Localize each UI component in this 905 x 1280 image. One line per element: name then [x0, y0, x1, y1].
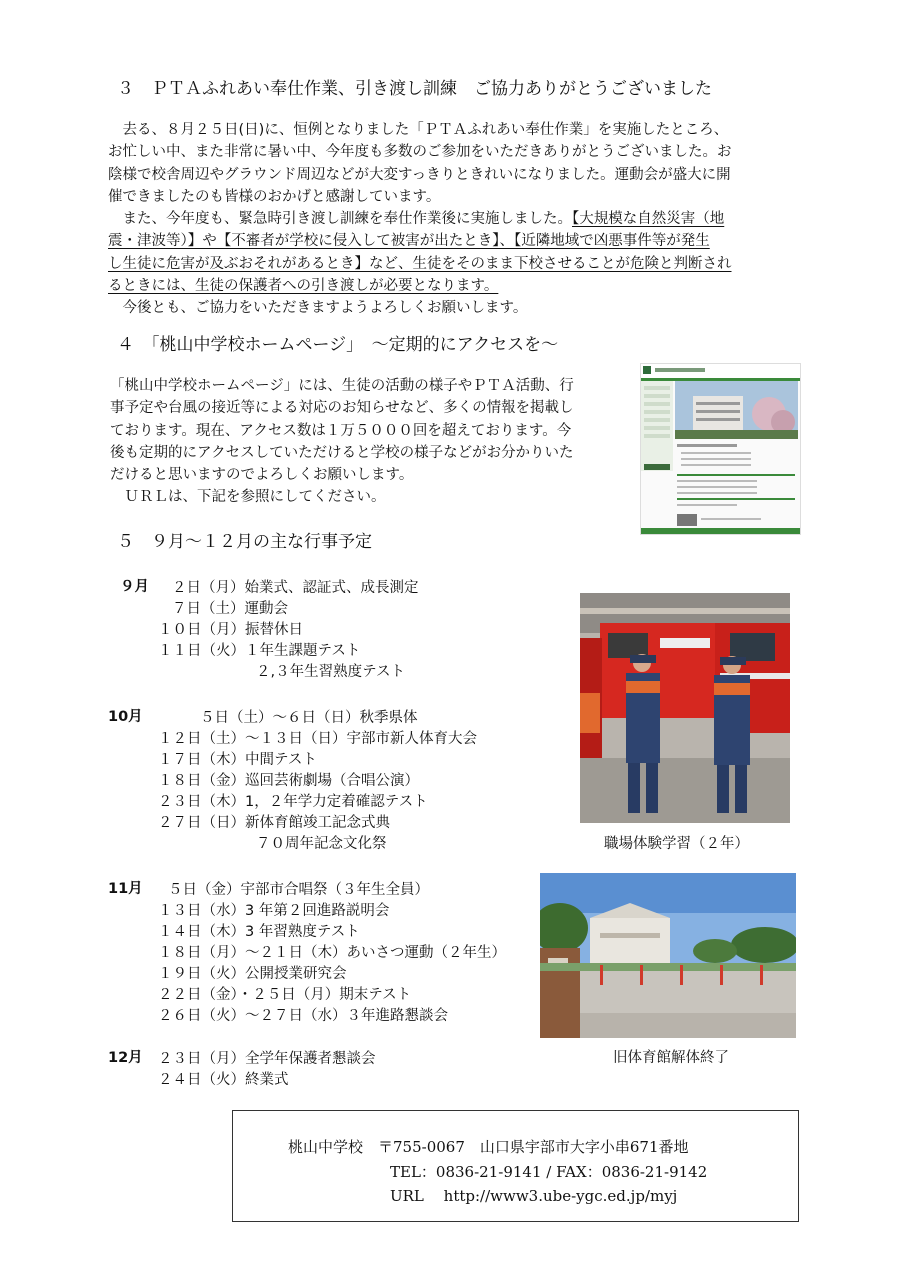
section3-line: 去る、８月２５日(日)に、恒例となりました「ＰＴＡふれあい奉仕作業」を実施したところ、: [108, 122, 729, 138]
month-label-oct: 10月: [108, 709, 143, 725]
footer-tel-fax: TEL：0836-21-9141 / FAX：0836-21-9142: [390, 1163, 708, 1181]
event-item: １８日（月）～２１日（木）あいさつ運動（２年生）: [158, 945, 506, 961]
event-item: ２４日（火）終業式: [158, 1072, 289, 1088]
section4-line: 後も定期的にアクセスしていただけると学校の様子などがお分かりいた: [110, 444, 574, 461]
event-item: １７日（木）中間テスト: [158, 752, 317, 768]
section3-underlined-line: 震・津波等）】や【不審者が学校に侵入して被害が出たとき】、【近隣地域で凶悪事件等が発生: [108, 233, 710, 250]
event-item: ２２日（金）・２５日（月）期末テスト: [158, 987, 412, 1003]
website-screenshot-graphic: [641, 364, 800, 534]
photo-caption: 旧体育館解体終了: [613, 1050, 729, 1066]
section3-line: 催できましたのも皆様のおかげと感謝しています。: [108, 188, 441, 205]
section3-line5-plain: また、今年度も、緊急時引き渡し訓練を奉仕作業後に実施しました。: [108, 211, 572, 228]
event-item: ５日（金）宇部市合唱祭（３年生全員）: [168, 882, 429, 898]
section3-line5-underlined: 【大規模な自然災害（地: [572, 211, 725, 228]
schoolyard-graphic: [540, 873, 796, 1038]
section5-heading: ５ ９月～１２月の主な行事予定: [117, 532, 372, 552]
section4-line: ＵＲＬは、下記を参照にしてください。: [110, 489, 386, 506]
event-item: ２７日（日）新体育館竣工記念式典: [158, 815, 390, 831]
event-item: ２３日（月）全学年保護者懇談会: [158, 1051, 376, 1067]
event-item: １４日（木）3 年習熟度テスト: [158, 924, 360, 940]
section4-line: 事予定や台風の接近等による対応のお知らせなど、多くの情報を掲載し: [110, 400, 574, 417]
section4-line: 「桃山中学校ホームページ」には、生徒の活動の様子やＰＴＡ活動、行: [110, 378, 574, 394]
event-item: ２３日（木）1，２年学力定着確認テスト: [158, 794, 428, 810]
month-label-dec: 12月: [108, 1050, 143, 1066]
event-item: ７０周年記念文化祭: [256, 836, 387, 852]
section3-underlined-line: し生徒に危害が及ぶおそれがあるとき】など、生徒をそのまま下校させることが危険と判断され: [108, 255, 732, 272]
section3-heading: ３ ＰＴＡふれあい奉仕作業、引き渡し訓練 ご協力ありがとうございました: [117, 79, 712, 99]
schoolyard-photo: [540, 873, 796, 1038]
contact-box: [232, 1110, 799, 1222]
fire-truck-graphic: [580, 593, 790, 823]
event-item: １０日（月）振替休日: [158, 622, 303, 638]
event-item: ２日（月）始業式、認証式、成長測定: [172, 580, 419, 596]
website-screenshot-image: [640, 363, 801, 535]
section4-body: [110, 375, 574, 509]
fire-truck-photo: [580, 593, 790, 823]
section3-line: 陰様で校舎周辺やグラウンド周辺などが大変すっきりときれいになりました。運動会が盛大に開: [108, 166, 731, 183]
month-label-nov: 11月: [108, 881, 143, 897]
section3-closing: 今後とも、ご協力をいただきますようよろしくお願いします。: [108, 300, 528, 317]
section3-line: お忙しい中、また非常に暑い中、今年度も多数のご参加をいただきありがとうございました。お: [108, 144, 732, 161]
month-label-sep: ９月: [120, 579, 149, 595]
event-item: ２,３年生習熟度テスト: [256, 664, 406, 680]
footer-url[interactable]: URL http://www3.ube-ygc.ed.jp/myj: [390, 1187, 678, 1205]
event-item: １２日（土）～１３日（日）宇部市新人体育大会: [158, 731, 477, 747]
section4-heading: ４ 「桃山中学校ホームページ」 ～定期的にアクセスを～: [117, 335, 559, 355]
event-item: ７日（土）運動会: [172, 601, 288, 617]
section4-line: だけると思いますのでよろしくお願いします。: [110, 467, 414, 484]
section3-body: [108, 119, 732, 320]
event-item: １１日（火）１年生課題テスト: [158, 643, 361, 659]
event-item: １８日（金）巡回芸術劇場（合唱公演）: [158, 773, 419, 789]
event-item: １３日（水）3 年第２回進路説明会: [158, 903, 390, 919]
event-item: ５日（土）～６日（日）秋季県体: [200, 710, 418, 726]
event-item: １９日（火）公開授業研究会: [158, 966, 347, 982]
event-item: ２６日（火）～２７日（水）３年進路懇談会: [158, 1008, 448, 1024]
footer-school-address: 桃山中学校 〒755-0067 山口県宇部市大字小串671番地: [288, 1138, 689, 1156]
section3-line: [108, 208, 732, 230]
photo-caption: 職場体験学習（２年）: [604, 836, 749, 852]
section4-line: ております。現在、アクセス数は１万５０００回を超えております。今: [110, 422, 572, 439]
section3-underlined-line: るときには、生徒の保護者への引き渡しが必要となります。: [108, 278, 499, 295]
